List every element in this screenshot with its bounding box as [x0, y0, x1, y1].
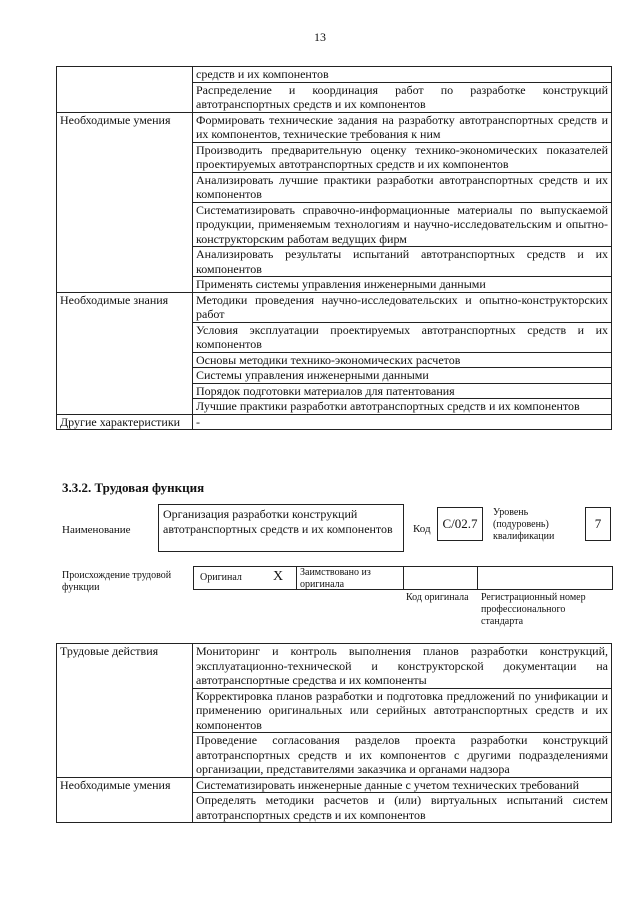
- table-cell: -: [193, 414, 612, 430]
- table-cell: Применять системы управления инженерными данными: [193, 277, 612, 293]
- table-cell: Систематизировать справочно-информационные материалы по выпускаемой продукции, применяемым технологиям и научно-исследовательским и опытно-конструкторским работам ведущих фирм: [193, 202, 612, 247]
- table-cell: Определять методики расчетов и (или) виртуальных испытаний систем автотранспортных средств и их компонентов: [193, 793, 612, 823]
- registration-number-caption: Регистрационный номер профессионального стандарта: [481, 592, 586, 627]
- row-label-skills: Необходимые умения: [57, 112, 193, 292]
- divider: [403, 566, 404, 590]
- row-label-skills: Необходимые умения: [57, 777, 193, 823]
- function-code-box: C/02.7: [437, 507, 483, 541]
- code-label: Код: [413, 523, 431, 535]
- table-row: [57, 67, 612, 83]
- page-number: 13: [314, 30, 326, 44]
- table-cell: Производить предварительную оценку технико-экономических показателей проектируемых автотранспортных средств и их компонентов: [193, 142, 612, 172]
- table-cell: Лучшие практики разработки автотранспортных средств и их компонентов: [193, 399, 612, 415]
- level-label: Уровень (подуровень) квалификации: [493, 507, 555, 542]
- divider: [477, 566, 478, 590]
- origin-label: Происхождение трудовой функции: [62, 570, 172, 593]
- row-label-knowledge: Необходимые знания: [57, 292, 193, 414]
- table-cell: Проведение согласования разделов проекта разработки конструкций автотранспортных средств и их компонентов с другими подразделениями организации, представителями заказчика и органами надзора: [193, 733, 612, 778]
- function-name-box: Организация разработки конструкций автотранспортных средств и их компонентов: [158, 504, 404, 552]
- table-cell: Формировать технические задания на разработку автотранспортных средств и их компонентов, технические требования к ним: [193, 112, 612, 142]
- divider: [296, 566, 297, 590]
- row-label-other: Другие характеристики: [57, 414, 193, 430]
- table-cell: Системы управления инженерными данными: [193, 368, 612, 384]
- table-row: [57, 414, 612, 430]
- table-cell: Систематизировать инженерные данные с учетом технических требований: [193, 777, 612, 793]
- table-cell: Анализировать лучшие практики разработки автотранспортных средств и их компонентов: [193, 172, 612, 202]
- row-label: [57, 67, 193, 113]
- table-row: [57, 292, 612, 322]
- table-cell: Анализировать результаты испытаний автотранспортных средств и их компонентов: [193, 247, 612, 277]
- code-original-caption: Код оригинала: [406, 592, 469, 603]
- section-heading: 3.3.2. Трудовая функция: [62, 480, 205, 495]
- table-row: [57, 777, 612, 793]
- table-row: [57, 112, 612, 142]
- table-cell: Основы методики технико-экономических расчетов: [193, 352, 612, 368]
- table-cell: Условия эксплуатации проектируемых автотранспортных средств и их компонентов: [193, 322, 612, 352]
- original-mark: X: [273, 569, 284, 584]
- qualification-level-box: 7: [585, 507, 611, 541]
- name-label: Наименование: [62, 524, 131, 536]
- table-row: [57, 644, 612, 689]
- table-cell: Распределение и координация работ по разработке конструкций автотранспортных средств и их компонентов: [193, 82, 612, 112]
- table-cell: средств и их компонентов: [193, 67, 612, 83]
- row-label-actions: Трудовые действия: [57, 644, 193, 778]
- borrowed-label: Заимствовано из оригинала: [300, 567, 371, 590]
- original-label: Оригинал: [200, 572, 242, 583]
- labor-actions-table: [56, 643, 612, 823]
- table-cell: Мониторинг и контроль выполнения планов разработки конструкций, эксплуатационно-технической и конструкторской документации на автотранспортные средства и их компоненты: [193, 644, 612, 689]
- skills-knowledge-table: [56, 66, 612, 430]
- table-cell: Методики проведения научно-исследовательских и опытно-конструкторских работ: [193, 292, 612, 322]
- table-cell: Порядок подготовки материалов для патентования: [193, 383, 612, 399]
- table-cell: Корректировка планов разработки и подготовка предложений по унификации и применению оригинальных или серийных автотранспортных средств и их компонентов: [193, 688, 612, 733]
